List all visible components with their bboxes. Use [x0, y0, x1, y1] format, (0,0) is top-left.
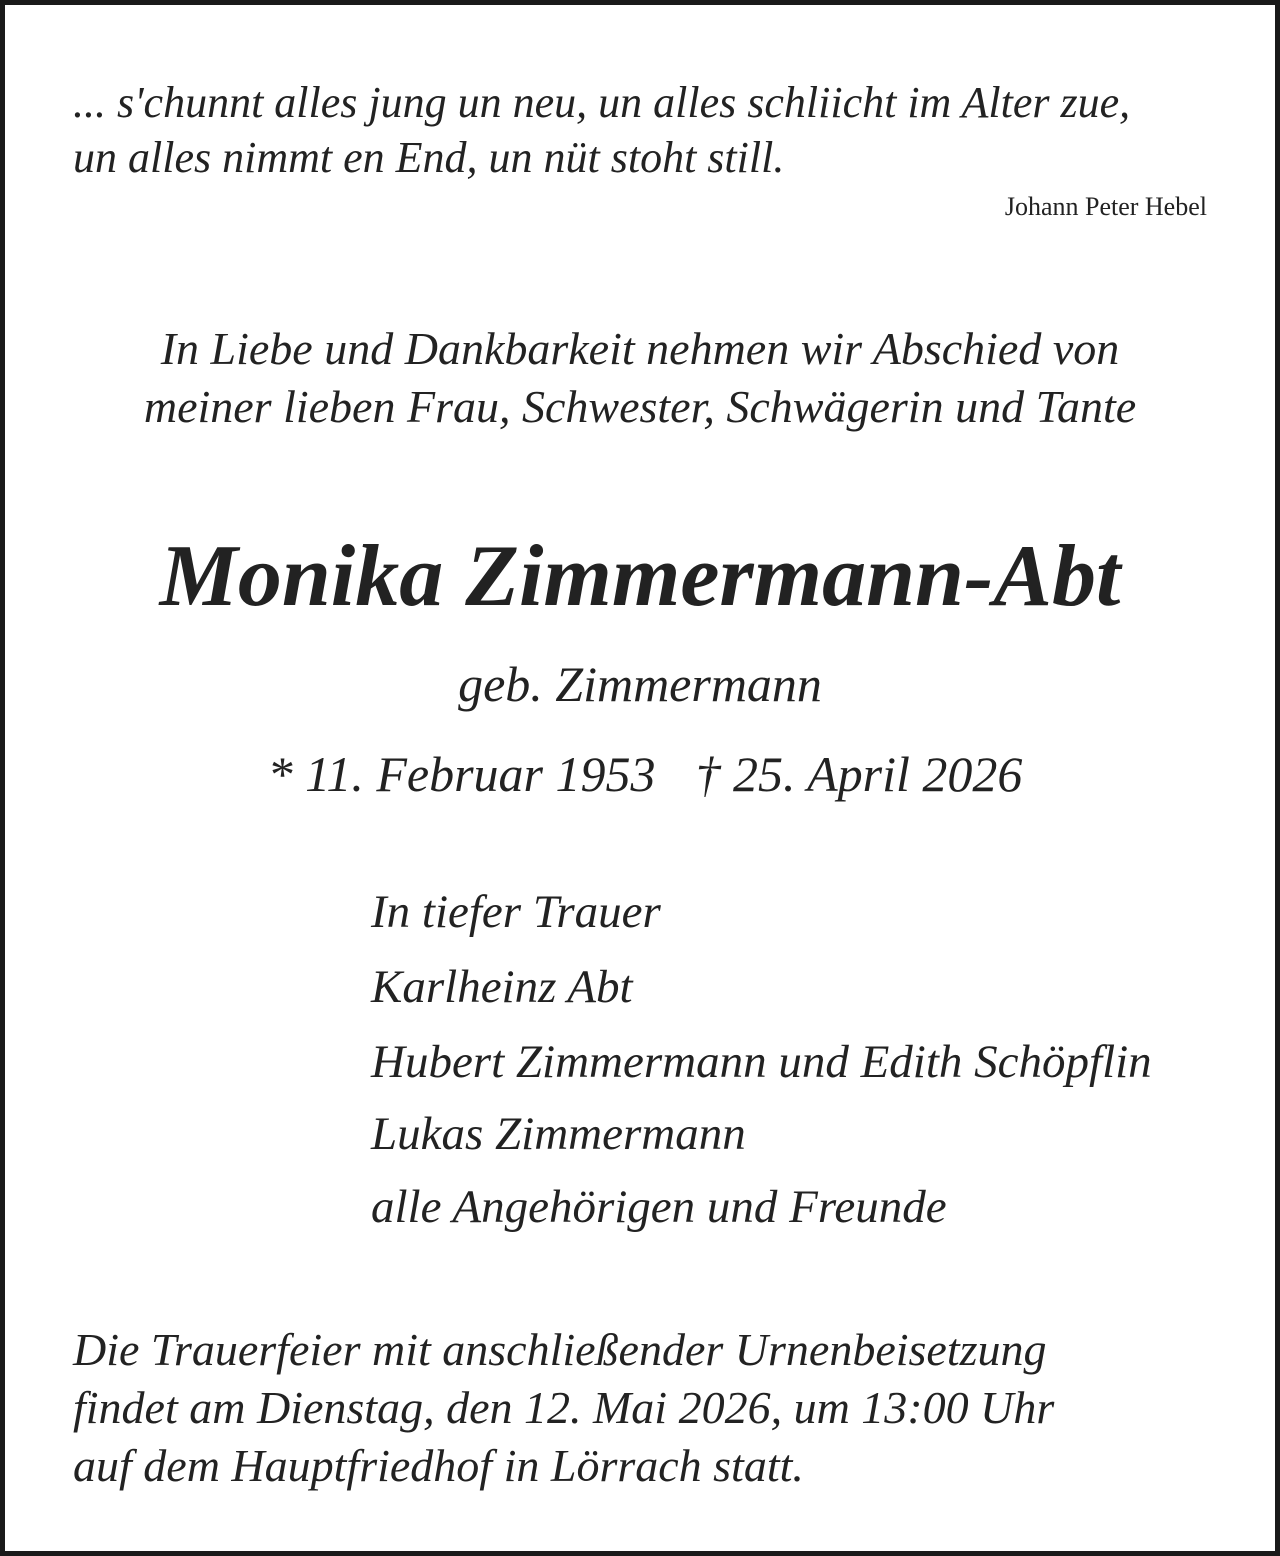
mourner-name: Hubert Zimmermann und Edith Schöpflin	[371, 1036, 1152, 1088]
quote-author: Johann Peter Hebel	[1004, 192, 1207, 221]
service-line: findet am Dienstag, den 12. Mai 2026, um 13:00 Uhr	[73, 1382, 1055, 1433]
intro-line: In Liebe und Dankbarkeit nehmen wir Abschied von	[160, 323, 1120, 374]
deceased-name: Monika Zimmermann-Abt	[159, 528, 1121, 625]
mourners-heading: In tiefer Trauer	[371, 886, 661, 938]
quote-line: un alles nimmt en End, un nüt stoht still.	[73, 133, 785, 182]
mourner-name: alle Angehörigen und Freunde	[371, 1181, 947, 1233]
intro-line: meiner lieben Frau, Schwester, Schwägerin und Tante	[143, 381, 1137, 432]
life-dates	[5, 746, 1280, 802]
birth-date: * 11. Februar 1953	[267, 746, 656, 802]
mourner-name: Karlheinz Abt	[371, 961, 633, 1013]
service-line: Die Trauerfeier mit anschließender Urnenbeisetzung	[73, 1324, 1047, 1375]
service-line: auf dem Hauptfriedhof in Lörrach statt.	[73, 1440, 804, 1491]
maiden-name: geb. Zimmermann	[458, 656, 822, 712]
mourner-name: Lukas Zimmermann	[371, 1108, 746, 1160]
death-date: † 25. April 2026	[695, 746, 1023, 802]
quote-line: ... s'chunnt alles jung un neu, un alles schliicht im Alter zue,	[73, 78, 1131, 127]
